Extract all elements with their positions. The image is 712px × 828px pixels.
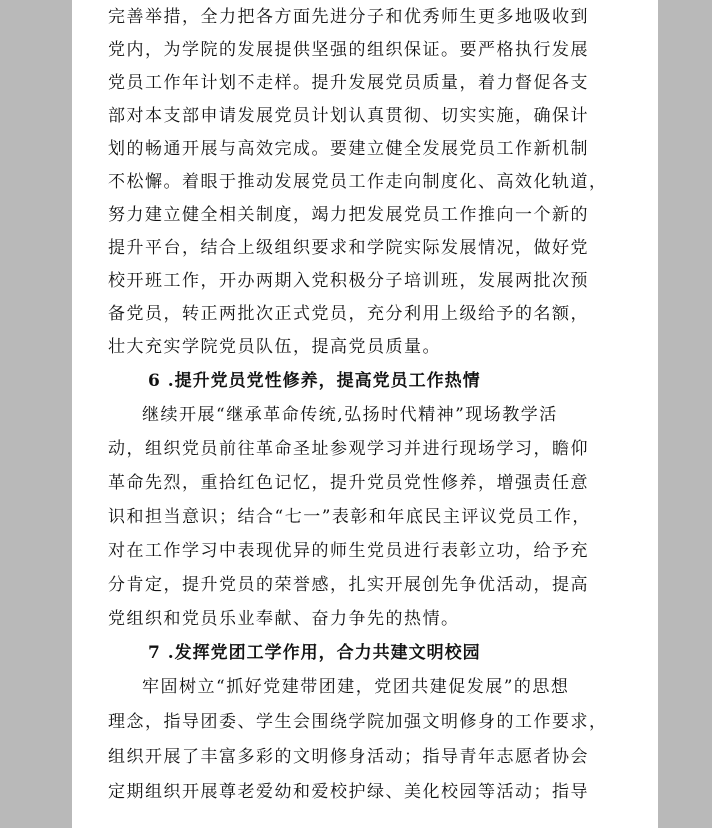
section-heading-6: 6 .提升党员党性修养，提高党员工作热情 (148, 371, 481, 391)
body-line: 对在工作学习中表现优异的师生党员进行表彰立功，给予充 (108, 541, 589, 561)
body-line: 划的畅通开展与高效完成。要建立健全发展党员工作新机制 (108, 139, 589, 159)
body-line: 部对本支部申请发展党员计划认真贯彻、切实实施，确保计 (108, 106, 589, 126)
body-line: 党内，为学院的发展提供坚强的组织保证。要严格执行发展 (108, 40, 589, 60)
paragraph-first-line: 继续开展“继承革命传统,弘扬时代精神”现场教学活 (142, 405, 558, 425)
body-line: 党员工作年计划不走样。提升发展党员质量，着力督促各支 (108, 73, 589, 93)
body-line: 组织开展了丰富多彩的文明修身活动；指导青年志愿者协会 (108, 747, 589, 767)
body-line: 理念，指导团委、学生会围绕学院加强文明修身的工作要求， (108, 712, 608, 732)
body-line: 识和担当意识；结合“七一”表彰和年底民主评议党员工作， (108, 507, 591, 527)
body-line: 党组织和党员乐业奉献、奋力争先的热情。 (108, 609, 460, 629)
body-line: 努力建立健全相关制度，竭力把发展党员工作推向一个新的 (108, 205, 589, 225)
body-line: 分肯定，提升党员的荣誉感，扎实开展创先争优活动，提高 (108, 575, 589, 595)
body-line: 壮大充实学院党员队伍，提高党员质量。 (108, 337, 441, 357)
document-page (72, 0, 658, 828)
body-line: 校开班工作，开办两期入党积极分子培训班，发展两批次预 (108, 271, 589, 291)
body-line: 动，组织党员前往革命圣址参观学习并进行现场学习，瞻仰 (108, 439, 589, 459)
body-line: 完善举措，全力把各方面先进分子和优秀师生更多地吸收到 (108, 7, 589, 27)
body-line: 革命先烈，重拾红色记忆，提升党员党性修养，增强责任意 (108, 473, 589, 493)
paragraph-first-line: 牢固树立“抓好党建带团建，党团共建促发展”的思想 (142, 677, 570, 697)
body-line: 提升平台，结合上级组织要求和学院实际发展情况，做好党 (108, 238, 589, 258)
body-line: 不松懈。着眼于推动发展党员工作走向制度化、高效化轨道， (108, 172, 608, 192)
body-line: 备党员，转正两批次正式党员，充分利用上级给予的名额， (108, 304, 589, 324)
section-heading-7: 7 .发挥党团工学作用，合力共建文明校园 (148, 643, 481, 663)
body-line: 定期组织开展尊老爱幼和爱校护绿、美化校园等活动；指导 (108, 782, 589, 802)
